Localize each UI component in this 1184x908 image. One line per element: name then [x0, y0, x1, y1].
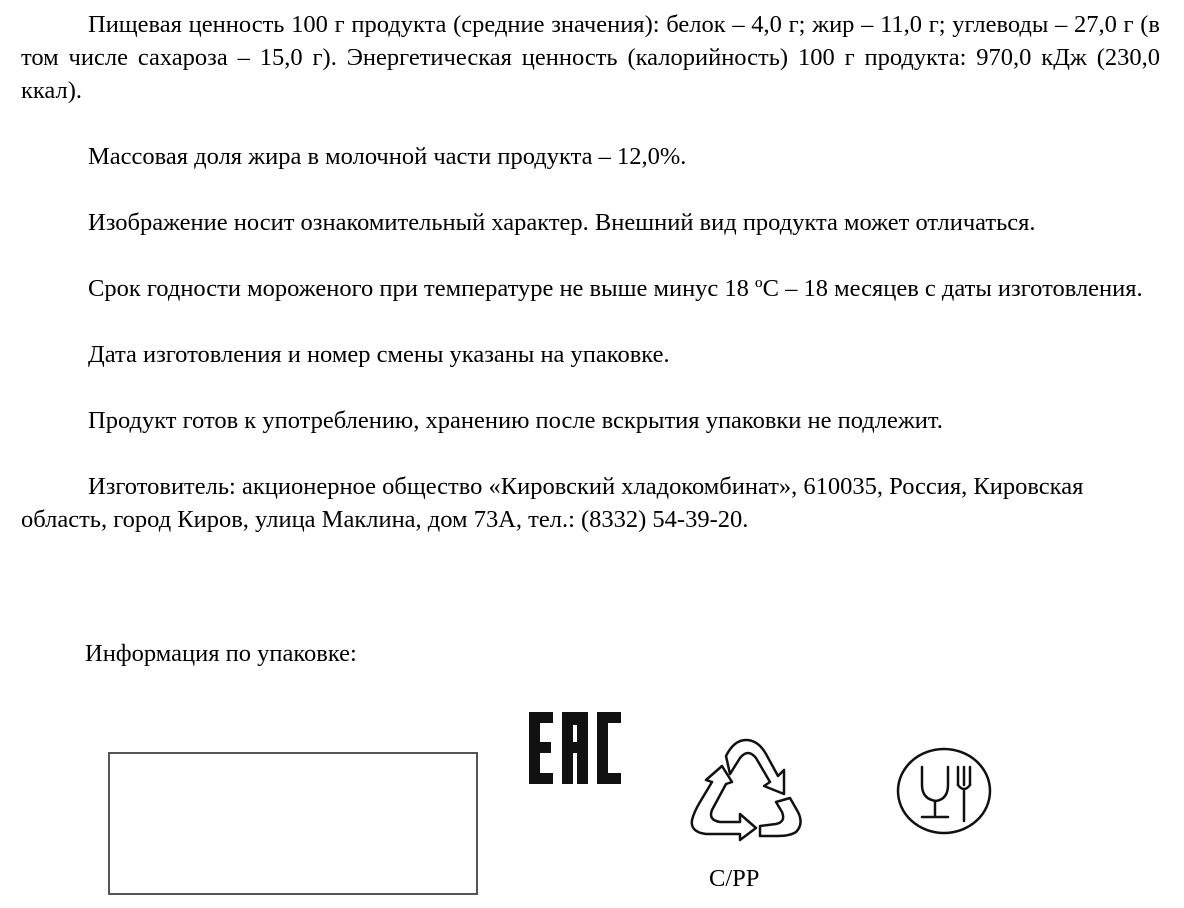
- storage-paragraph: Продукт готов к употреблению, хранению после вскрытия упаковки не подлежит.: [88, 407, 943, 434]
- recycle-icon: [686, 736, 808, 848]
- shelf-life-paragraph: Срок годности мороженого при температуре не выше минус 18 ºС – 18 месяцев с даты изготовления.: [88, 275, 1143, 302]
- image-disclaimer-paragraph: Изображение носит ознакомительный характер. Внешний вид продукта может отличаться.: [88, 209, 1036, 236]
- eac-icon: [527, 710, 623, 786]
- manufacturer-paragraph: Изготовитель: акционерное общество «Кировский хладокомбинат», 610035, Россия, Кировская область, город Киров, улица Маклина, дом 73А, тел.: (8332) 54-39-20.: [21, 473, 1084, 533]
- fat-content-paragraph: Массовая доля жира в молочной части продукта – 12,0%.: [88, 143, 687, 170]
- empty-label-box: [108, 752, 478, 895]
- nutrition-paragraph: Пищевая ценность 100 г продукта (средние значения): белок – 4,0 г; жир – 11,0 г; углеводы – 27,0 г (в том числе сахароза – 15,0 г). Энергетическая ценность (калорийность) 100 г продукта: 970,0 кДж (230,0 ккал).: [21, 11, 1160, 104]
- food-contact-icon: [894, 745, 994, 837]
- recycle-label: C/PP: [709, 865, 760, 892]
- packaging-title: Информация по упаковке:: [85, 640, 357, 667]
- production-date-paragraph: Дата изготовления и номер смены указаны на упаковке.: [88, 341, 670, 368]
- document-body: [21, 8, 1160, 569]
